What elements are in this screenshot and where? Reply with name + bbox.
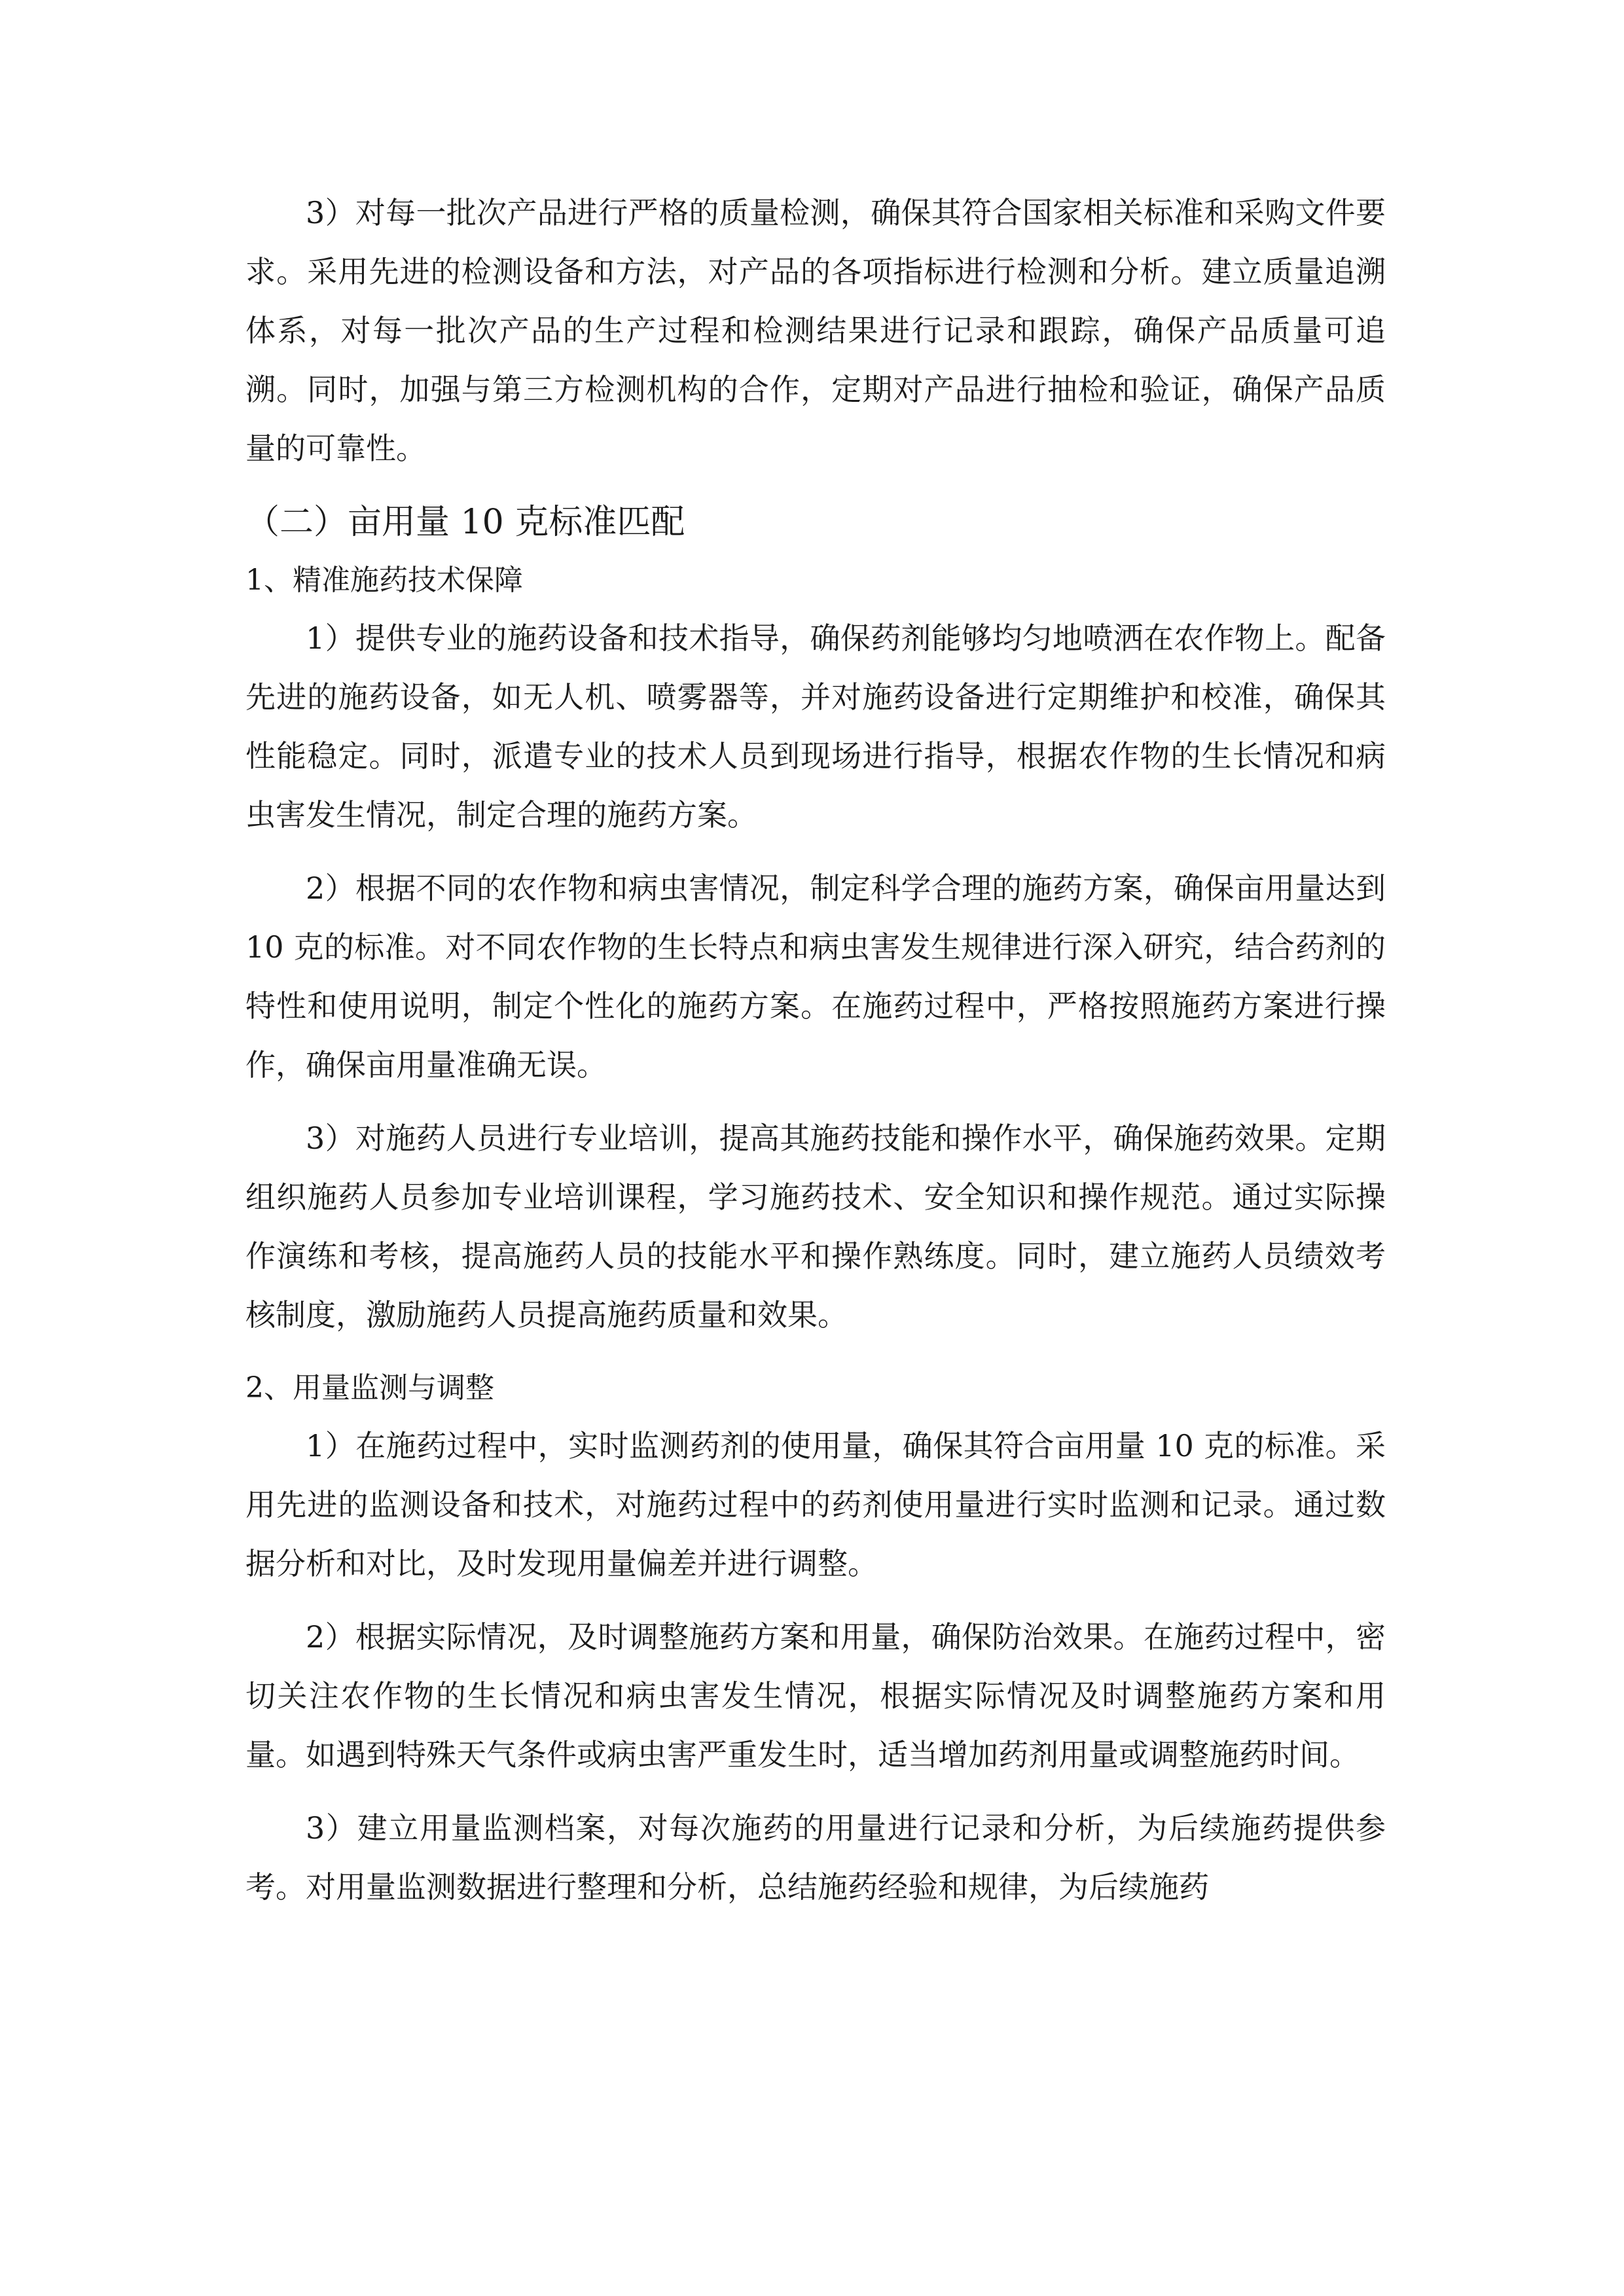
section-heading-dosage-standard: （二）亩用量 10 克标准匹配 [245, 503, 685, 542]
paragraph-monitoring-records: 3）建立用量监测档案，对每次施药的用量进行记录和分析，为后续施药提供参考。对用量监测数据进行整理和分析，总结施药经验和规律，为后续施药 [245, 1810, 1386, 1905]
subheading-dosage-monitoring: 2、用量监测与调整 [245, 1371, 494, 1405]
paragraph-application-plan: 2）根据不同的农作物和病虫害情况，制定科学合理的施药方案，确保亩用量达到 10 克的标准。对不同农作物的生长特点和病虫害发生规律进行深入研究，结合药剂的特性和使用说明，制定个性化的施药方案。在施药过程中，严格按照施药方案进行操作，确保亩用量准确无误。 [245, 870, 1386, 1083]
paragraph-plan-adjustment: 2）根据实际情况，及时调整施药方案和用量，确保防治效果。在施药过程中，密切关注农作物的生长情况和病虫害发生情况，根据实际情况及时调整施药方案和用量。如遇到特殊天气条件或病虫害严重发生时，适当增加药剂用量或调整施药时间。 [245, 1619, 1386, 1772]
paragraph-quality-testing: 3）对每一批次产品进行严格的质量检测，确保其符合国家相关标准和采购文件要求。采用先进的检测设备和方法，对产品的各项指标进行检测和分析。建立质量追溯体系，对每一批次产品的生产过程和检测结果进行记录和跟踪，确保产品质量可追溯。同时，加强与第三方检测机构的合作，定期对产品进行抽检和验证，确保产品质量的可靠性。 [245, 195, 1386, 466]
subheading-precision-application: 1、精准施药技术保障 [245, 564, 523, 597]
paragraph-realtime-monitoring: 1）在施药过程中，实时监测药剂的使用量，确保其符合亩用量 10 克的标准。采用先进的监测设备和技术，对施药过程中的药剂使用量进行实时监测和记录。通过数据分析和对比，及时发现用量偏差并进行调整。 [245, 1428, 1386, 1581]
paragraph-staff-training: 3）对施药人员进行专业培训，提高其施药技能和操作水平，确保施药效果。定期组织施药人员参加专业培训课程，学习施药技术、安全知识和操作规范。通过实际操作演练和考核，提高施药人员的技能水平和操作熟练度。同时，建立施药人员绩效考核制度，激励施药人员提高施药质量和效果。 [245, 1121, 1386, 1333]
document-page [245, 183, 1386, 1931]
paragraph-equipment-guidance: 1）提供专业的施药设备和技术指导，确保药剂能够均匀地喷洒在农作物上。配备先进的施药设备，如无人机、喷雾器等，并对施药设备进行定期维护和校准，确保其性能稳定。同时，派遣专业的技术人员到现场进行指导，根据农作物的生长情况和病虫害发生情况，制定合理的施药方案。 [245, 620, 1386, 833]
